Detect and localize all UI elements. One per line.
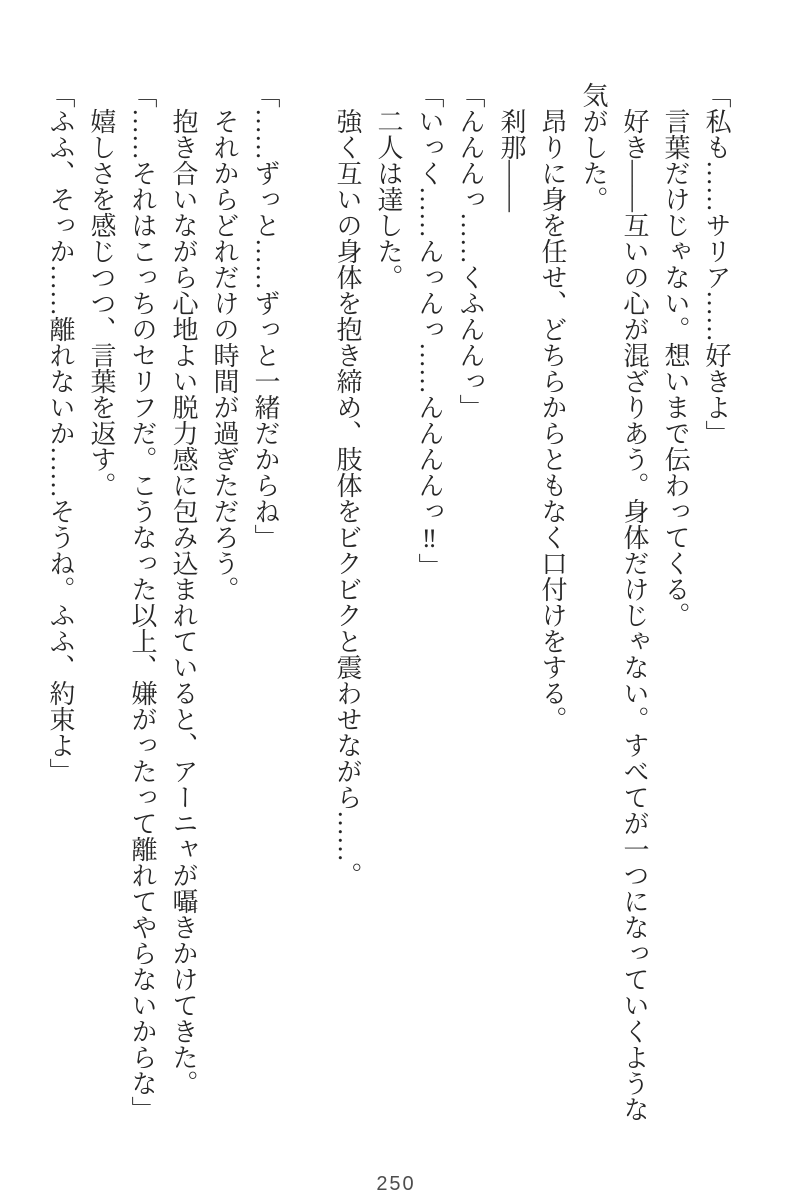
paragraph-line: 「……それはこっちのセリフだ。こうなった以上、嫌がったって離れてやらないからな」 (128, 82, 157, 1122)
paragraph-line: 二人は達した。 (374, 108, 403, 290)
paragraph-line: 好き――互いの心が混ざりあう。身体だけじゃない。すべてが一つになっていくような気がした。 (579, 82, 649, 1122)
paragraph-line: 「ふふ、そっか……離れないか……そうね。ふふ、約束よ」 (46, 82, 75, 784)
paragraph-line: 「んんんっ……くふんんっ」 (456, 82, 485, 420)
paragraph-line: 刹那―― (497, 108, 526, 212)
paragraph-line: 「……ずっと……ずっと一緒だからね」 (251, 82, 280, 550)
paragraph-line: それからどれだけの時間が過ぎただろう。 (210, 108, 239, 602)
paragraph-line: 抱き合いながら心地よい脱力感に包み込まれていると、アーニャが囁きかけてきた。 (169, 108, 198, 1096)
paragraph-line: 「私も……サリア……好きよ」 (702, 82, 731, 446)
paragraph-line: 嬉しさを感じつつ、言葉を返す。 (87, 108, 116, 498)
paragraph-line: 昂りに身を任せ、どちらからともなく口付けをする。 (538, 108, 567, 732)
paragraph-line: 強く互いの身体を抱き締め、肢体をビクビクと震わせながら……。 (333, 108, 362, 888)
paragraph-line: 言葉だけじゃない。想いまで伝わってくる。 (661, 108, 690, 628)
paragraph-line: 「いっく……んっんっ……んんんんっ‼」 (415, 82, 444, 579)
page-number: 250 (376, 1173, 416, 1195)
page-text (40, 82, 737, 1122)
